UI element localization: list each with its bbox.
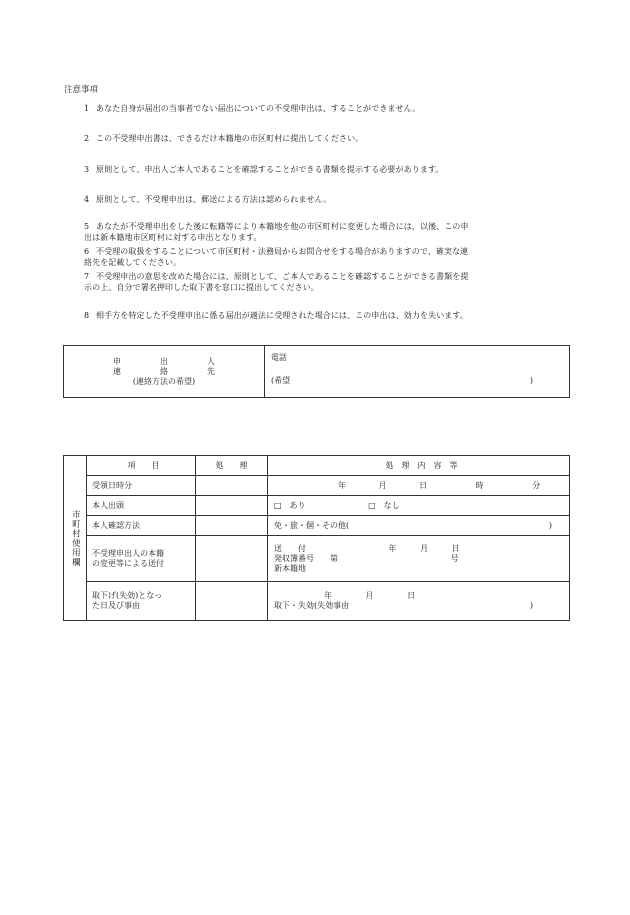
note-item: 4 原則として、不受理申出は、郵送による方法は認められません。 <box>84 195 332 204</box>
checkbox-no[interactable]: □ なし <box>368 500 400 510</box>
phone-label: 電話 <box>271 353 287 362</box>
applicant-input-cell[interactable] <box>265 346 570 398</box>
preference-field[interactable]: (希望 ) <box>271 376 533 385</box>
header-item: 項 目 <box>87 456 196 476</box>
withdrawal-details[interactable]: 年 月 日 取下・失効(失効事由 ) <box>268 582 570 621</box>
received-datetime[interactable]: 年 月 日 時 分 <box>268 476 570 496</box>
contact-label: 連 絡 先 <box>113 366 215 376</box>
row-label-received: 受領日時分 <box>87 476 196 496</box>
row-label-identity: 本人確認方法 <box>87 516 196 536</box>
note-item: 7 不受理申出の意思を改めた場合には、原則として、ご本人であることを確認することができる書類を提 示の上、自分で署名押印した取下書を窓口に提出してください。 <box>84 272 469 292</box>
note-item: 1 あなた自身が届出の当事者でない届出についての不受理申出は、することができません。 <box>84 104 421 113</box>
process-cell[interactable] <box>196 582 268 621</box>
contact-method-label: (連絡方法の希望) <box>132 376 196 386</box>
process-cell[interactable] <box>196 536 268 582</box>
header-details: 処 理 内 容 等 <box>268 456 570 476</box>
row-label-appearance: 本人出頭 <box>87 496 196 516</box>
header-process: 処 理 <box>196 456 268 476</box>
process-cell[interactable] <box>196 516 268 536</box>
note-item: 3 原則として、申出人ご本人であることを確認することができる書類を提示する必要があります。 <box>84 165 444 174</box>
municipal-side-label: 市町村使用欄 <box>64 456 87 621</box>
appearance-options <box>268 496 570 516</box>
applicant-table <box>63 345 570 398</box>
note-item: 2 この不受理申出書は、できるだけ本籍地の市区町村に提出してください。 <box>84 134 364 143</box>
row-label-transfer: 不受理申出人の本籍 の変更等による送付 <box>87 536 196 582</box>
process-cell[interactable] <box>196 476 268 496</box>
identity-method[interactable]: 免・旅・個・その他( ) <box>268 516 570 536</box>
checkbox-yes[interactable]: □ あり <box>274 500 306 510</box>
process-cell[interactable] <box>196 496 268 516</box>
note-item: 5 あなたが不受理申出をした後に転籍等により本籍地を他の市区町村に変更した場合には，以後、この申 出は新本籍地市区町村に対する申出となります。 <box>84 222 469 242</box>
row-label-withdrawal: 取下げ(失効)となっ た日及び事由 <box>87 582 196 621</box>
transfer-details[interactable]: 送 付 年 月 日 発収簿番号 第 号 新本籍地 <box>268 536 570 582</box>
notes-heading: 注意事項 <box>64 85 99 95</box>
municipal-use-table <box>63 455 570 621</box>
note-item: 8 相手方を特定した不受理申出に係る届出が適法に受理された場合には、この申出は、効力を失います。 <box>84 311 468 320</box>
note-item: 6 不受理の取扱をすることについて市区町村・法務局からお問合せをする場合がありますので、確実な連 絡先を記載してください。 <box>84 247 469 267</box>
applicant-label: 申 出 人 <box>113 356 215 366</box>
applicant-label-cell <box>64 346 265 398</box>
